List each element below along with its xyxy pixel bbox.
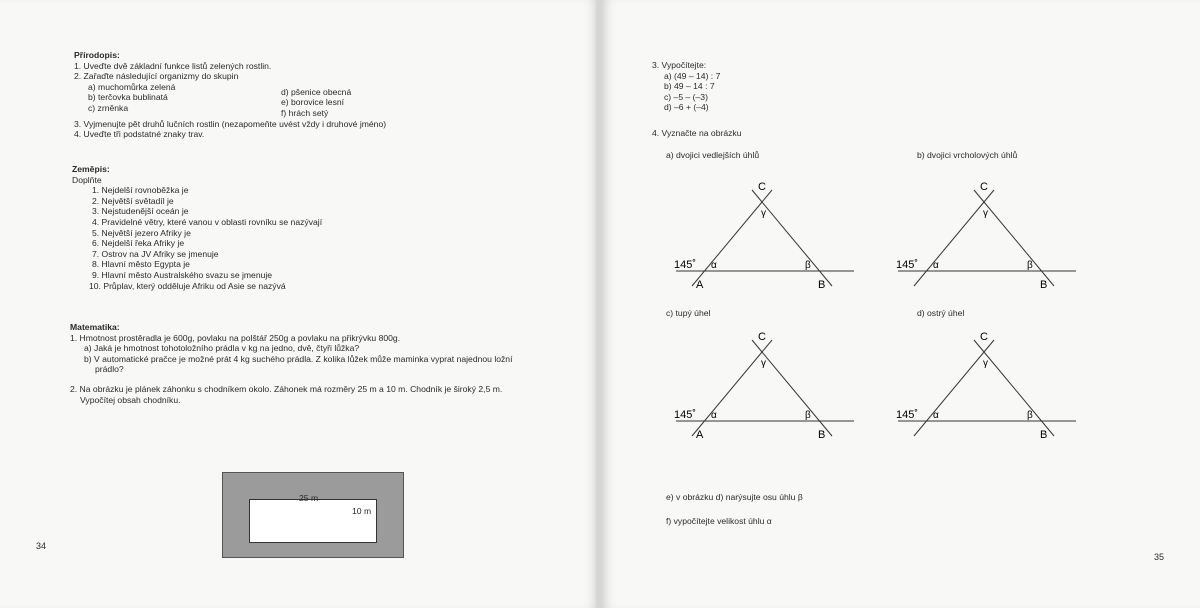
q3-item: d) –6 + (–4) bbox=[664, 102, 709, 113]
side-ac-line bbox=[692, 340, 772, 436]
zemepis-item: 3. Nejstudenější oceán je bbox=[92, 206, 189, 217]
organism-d: d) pšenice obecná bbox=[281, 86, 352, 97]
zemepis-item: 6. Nejdelší řeka Afriky je bbox=[92, 238, 185, 249]
section-matematika bbox=[70, 322, 512, 405]
triangle-lines bbox=[676, 340, 854, 436]
zemepis-item: 7. Ostrov na JV Afriky se jmenuje bbox=[92, 248, 219, 259]
gamma-label: γ bbox=[761, 358, 766, 369]
zemepis-title: Zeměpis: bbox=[72, 164, 110, 174]
prirodopis-title: Přírodopis: bbox=[74, 50, 120, 60]
side-bc-line bbox=[974, 190, 1054, 286]
caption-b: b) dvojici vrcholových úhlů bbox=[917, 150, 1018, 160]
organism-f: f) hrách setý bbox=[281, 107, 329, 118]
gamma-label: γ bbox=[983, 208, 988, 219]
prirodopis-q3: 3. Vyjmenujte pět druhů lučních rostlin (nezapomeňte uvést vždy i druhové jméno) bbox=[74, 118, 387, 129]
zemepis-item: 9. Hlavní město Australského svazu se jmenuje bbox=[92, 269, 273, 280]
angle-145-label: 145˚ bbox=[674, 409, 697, 421]
zemepis-item: 5. Největší jezero Afriky je bbox=[92, 227, 191, 238]
vertex-c-label: C bbox=[980, 181, 988, 193]
matematika-q1: 1. Hmotnost prostěradla je 600g, povlaku na polštář 250g a povlaku na přikrývku 800g. bbox=[70, 332, 401, 343]
width-label: 10 m bbox=[352, 506, 372, 516]
matematika-title: Matematika: bbox=[70, 322, 120, 332]
caption-c: c) tupý úhel bbox=[666, 308, 711, 318]
triangle-figure-a bbox=[672, 176, 862, 296]
task-e: e) v obrázku d) narýsujte osu úhlu β bbox=[666, 492, 803, 502]
prirodopis-q2: 2. Zařaďte následující organizmy do skupin bbox=[74, 71, 239, 82]
beta-label: β bbox=[1027, 260, 1033, 271]
angle-145-label: 145˚ bbox=[896, 409, 919, 421]
zemepis-list bbox=[72, 185, 322, 291]
organism-c: c) zrněnka bbox=[88, 102, 129, 113]
organism-a: a) muchomůrka zelená bbox=[88, 81, 176, 92]
angle-145-label: 145˚ bbox=[896, 259, 919, 271]
side-ac-line bbox=[692, 190, 772, 286]
zemepis-item: 1. Nejdelší rovnoběžka je bbox=[92, 185, 189, 196]
vertex-a-label: A bbox=[696, 429, 704, 441]
page-number-left: 34 bbox=[36, 541, 47, 551]
zemepis-item: 10. Průplav, který odděluje Afriku od Asie se nazývá bbox=[89, 280, 286, 291]
right-page bbox=[602, 0, 1200, 608]
gamma-label: γ bbox=[983, 358, 988, 369]
organism-list bbox=[74, 82, 386, 119]
prirodopis-q4: 4. Uveďte tři podstatné znaky trav. bbox=[74, 129, 205, 140]
q3-title: 3. Vypočítejte: bbox=[652, 60, 707, 70]
alpha-label: α bbox=[933, 410, 939, 421]
page-number-right: 35 bbox=[1154, 552, 1165, 562]
vertex-c-label: C bbox=[980, 331, 988, 343]
vertex-b-label: B bbox=[1040, 279, 1048, 291]
triangle-lines bbox=[898, 340, 1076, 436]
caption-d: d) ostrý úhel bbox=[917, 308, 965, 318]
matematika-q1b-cont: prádlo? bbox=[95, 364, 124, 375]
gamma-label: γ bbox=[761, 208, 766, 219]
triangle-figure-b bbox=[894, 176, 1084, 296]
q3-item: a) (49 – 14) : 7 bbox=[664, 70, 721, 81]
side-ac-line bbox=[914, 190, 994, 286]
zemepis-item: 4. Pravidelné větry, které vanou v oblasti rovníku se nazývají bbox=[92, 216, 323, 227]
beta-label: β bbox=[805, 260, 811, 271]
prirodopis-q1: 1. Uveďte dvě základní funkce listů zelených rostlin. bbox=[74, 60, 272, 71]
length-label: 25 m bbox=[299, 493, 319, 503]
alpha-label: α bbox=[711, 260, 717, 271]
matematika-q2: 2. Na obrázku je plánek záhonku s chodníkem okolo. Záhonek má rozměry 25 m a 10 m. Chodník je široký 2,5 m. bbox=[70, 383, 503, 394]
matematika-q1b: b) V automatické pračce je možné prát 4 kg suchého prádla. Z kolika lůžek může maminka vyprat najednou ložní bbox=[84, 353, 513, 364]
matematika-q2-cont: Vypočítej obsah chodníku. bbox=[80, 394, 181, 405]
vertex-b-label: B bbox=[818, 429, 826, 441]
alpha-label: α bbox=[933, 260, 939, 271]
zemepis-item: 2. Největší světadíl je bbox=[92, 195, 174, 206]
caption-a: a) dvojici vedlejších úhlů bbox=[666, 150, 760, 160]
vertex-b-label: B bbox=[818, 279, 826, 291]
zemepis-intro: Doplňte bbox=[72, 174, 102, 185]
q4-title: 4. Vyznačte na obrázku bbox=[652, 128, 742, 138]
organism-b: b) terčovka bublinatá bbox=[88, 92, 168, 103]
triangle-lines bbox=[676, 190, 854, 286]
q3-item: c) –5 – (–3) bbox=[664, 91, 708, 102]
section-zemepis bbox=[72, 164, 322, 291]
triangle-lines bbox=[898, 190, 1076, 286]
vertex-b-label: B bbox=[1040, 429, 1048, 441]
left-page bbox=[0, 0, 598, 608]
vertex-a-label: A bbox=[696, 279, 704, 291]
q3-item: b) 49 – 14 : 7 bbox=[664, 81, 715, 92]
section-q3 bbox=[652, 60, 720, 113]
vertex-c-label: C bbox=[758, 331, 766, 343]
garden-plan-figure bbox=[222, 472, 404, 558]
triangle-figure-d bbox=[894, 326, 1084, 446]
triangle-figure-c bbox=[672, 326, 862, 446]
side-bc-line bbox=[752, 190, 832, 286]
organism-e: e) borovice lesní bbox=[281, 97, 345, 108]
angle-145-label: 145˚ bbox=[674, 259, 697, 271]
beta-label: β bbox=[1027, 410, 1033, 421]
matematika-q1a: a) Jaká je hmotnost tohotoložního prádla v kg na jedno, dvě, čtyři lůžka? bbox=[84, 343, 360, 354]
alpha-label: α bbox=[711, 410, 717, 421]
beta-label: β bbox=[805, 410, 811, 421]
side-bc-line bbox=[974, 340, 1054, 436]
zemepis-item: 8. Hlavní město Egypta je bbox=[92, 259, 190, 270]
side-ac-line bbox=[914, 340, 994, 436]
side-bc-line bbox=[752, 340, 832, 436]
section-prirodopis bbox=[74, 50, 386, 140]
vertex-c-label: C bbox=[758, 181, 766, 193]
task-f: f) vypočítejte velikost úhlu α bbox=[666, 516, 772, 526]
